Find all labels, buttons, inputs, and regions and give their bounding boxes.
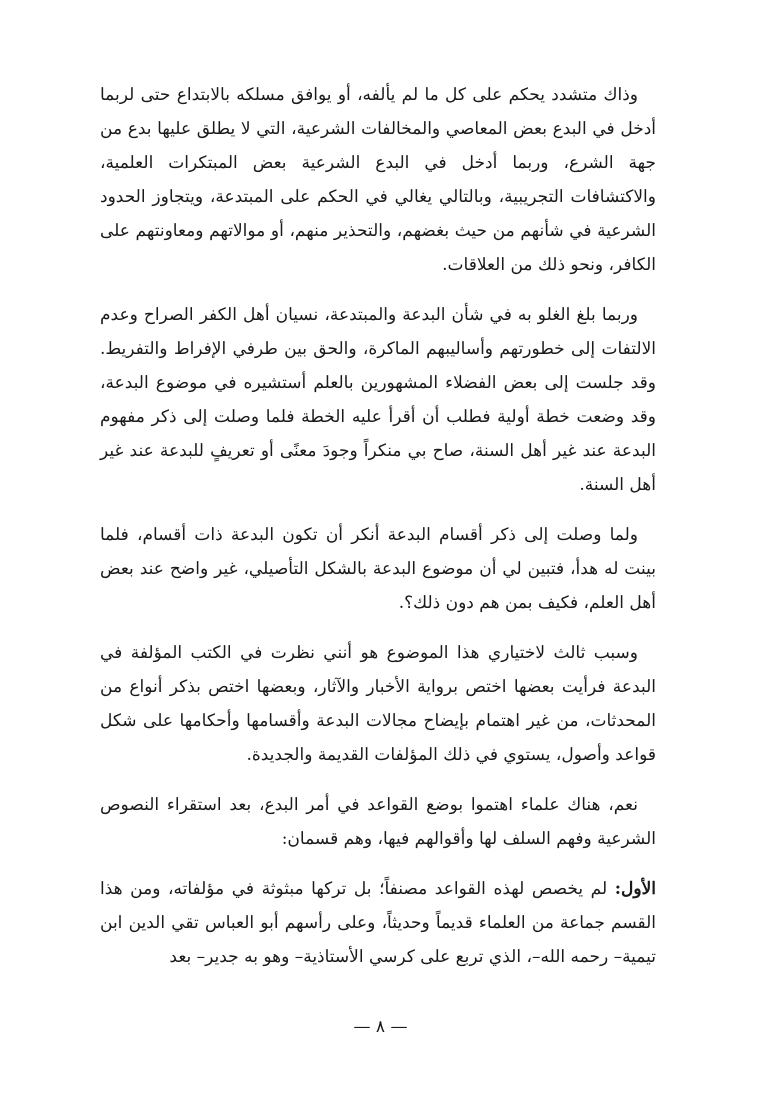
paragraph-6 <box>100 872 656 974</box>
paragraph-1: وذاك متشدد يحكم على كل ما لم يألفه، أو يوافق مسلكه بالابتداع حتى لربما أدخل في البدع بعض المعاصي والمخالفات الشرعية، التي لا يطلق عليها بدع من جهة الشرع، وربما أدخل في البدع الشرعية بعض المبتكرات العلمية، والاكتشافات التجريبية، وبالتالي يغالي في الحكم على المبتدعة، ويتجاوز الحدود الشرعية في شأنهم من حيث بغضهم، والتحذير منهم، أو موالاتهم ومعاونتهم على الكافر، ونحو ذلك من العلاقات. <box>100 85 656 275</box>
page-number: — ٨ — <box>353 1017 408 1037</box>
paragraph-4: وسبب ثالث لاختياري هذا الموضوع هو أنني نظرت في الكتب المؤلفة في البدعة فرأيت بعضها اختص برواية الأخبار والآثار، وبعضها اختص بذكر أنواع من المحدثات، من غير اهتمام بإيضاح مجالات البدعة وأقسامها وأحكامها على شكل قواعد وأصول، يستوي في ذلك المؤلفات القديمة والجديدة. <box>100 643 656 765</box>
paragraph-6-lead: الأول: <box>614 879 656 899</box>
paragraph-3: ولما وصلت إلى ذكر أقسام البدعة أنكر أن تكون البدعة ذات أقسام، فلما بينت له هدأ، فتبين لي أن موضوع البدعة بالشكل التأصيلي، غير واضح عند بعض أهل العلم، فكيف بمن هم دون ذلك؟. <box>100 525 656 613</box>
paragraph-2: وربما بلغ الغلو به في شأن البدعة والمبتدعة، نسيان أهل الكفر الصراح وعدم الالتفات إلى خطورتهم وأساليبهم الماكرة، والحق بين طرفي الإفراط والتفريط. وقد جلست إلى بعض الفضلاء المشهورين بالعلم أستشيره في موضوع البدعة، وقد وضعت خطة أولية فطلب أن أقرأ عليه الخطة فلما وصلت إلى ذكر مفهوم البدعة عند غير أهل السنة، صاح بي منكراً وجودَ معنًى أو تعريفٍ للبدعة عند غير أهل السنة. <box>100 305 656 495</box>
paragraph-5: نعم، هناك علماء اهتموا بوضع القواعد في أمر البدع، بعد استقراء النصوص الشرعية وفهم السلف لها وأقوالهم فيها، وهم قسمان: <box>100 795 656 849</box>
page-body <box>100 78 656 990</box>
paragraph-6-text: لم يخصص لهذه القواعد مصنفاً؛ بل تركها مبثوثة في مؤلفاته، ومن هذا القسم جماعة من العلماء قديماً وحديثاً، وعلى رأسهم أبو العباس تقي الدين ابن تيمية– رحمه الله–، الذي تربع على كرسي الأستاذية– وهو به جدير– بعد <box>100 879 656 967</box>
